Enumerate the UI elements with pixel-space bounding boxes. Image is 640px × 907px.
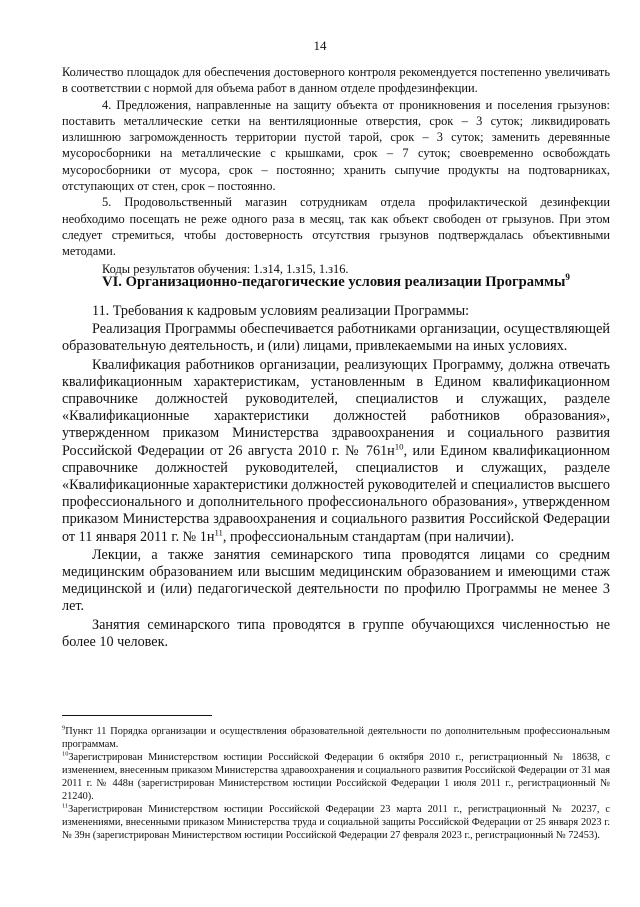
page-number: 14 — [313, 38, 327, 53]
main-text-block — [62, 303, 610, 651]
paragraph-store-visits: 5. Продовольственный магазин сотрудникам отдела профилактической дезинфекции необходимо посещать не реже одного раза в месяц, так как объект свободен от грызунов. При этом следует стремиться, чтобы достоверность отсутствия грызунов подтверждалась объективными методами. — [62, 195, 610, 259]
footnote-ref-9: 9 — [565, 272, 570, 283]
qualification-text-c: , профессиональным стандартам (при наличии). — [222, 528, 515, 545]
paragraph-staff-requirements: 11. Требования к кадровым условиям реализации Программы: — [92, 303, 470, 319]
footnote-10 — [62, 752, 610, 803]
footnote-text: Зарегистрирован Министерством юстиции Российской Федерации 6 октября 2010 г., регистрационный № 18638, с изменением, внесенным приказом Министерства здравоохранения и социального развития Российской Федерации от 31 мая 2011 г. № 448н (зарегистрирован Министерством юстиции Российской Федерации 1 июля 2011 г., регистрационный № 21240). — [62, 752, 610, 802]
paragraph-lecturers: Лекции, а также занятия семинарского типа проводятся лицами со средним медицинским образованием или высшим медицинским образованием и имеющими стаж медицинской и (или) педагогической деятельности по профилю Программы не менее 3 лет. — [62, 546, 610, 615]
footnote-number: 10 — [62, 750, 69, 758]
footnote-divider — [62, 715, 212, 716]
footnote-number: 9 — [62, 724, 66, 732]
footnote-ref-11: 11 — [214, 526, 223, 537]
paragraph-group-size: Занятия семинарского типа проводятся в группе обучающихся численностью не более 10 человек. — [62, 616, 610, 650]
learning-result-codes: Коды результатов обучения: 1.з14, 1.з15, 1.з16. — [102, 261, 349, 276]
section-title: VI. Организационно-педагогические условия реализации Программы — [102, 274, 566, 290]
qualification-text-b: , или Едином квалификационном справочнике должностей руководителей, специалистов и служащих, разделе «Квалификационные характеристики должностей руководителей и специалистов высшего профессионального и дополнительного профессионального образования», утвержденном приказом Министерства здравоохранения и социального развития Российской Федерации от 11 января 2011 г. № 1н — [62, 442, 610, 545]
top-text-block — [62, 64, 610, 277]
paragraph-rodent-protection: 4. Предложения, направленные на защиту объекта от проникновения и поселения грызунов: поставить металлические сетки на вентиляционные отверстия, срок – 3 суток; ликвидировать излишнюю загроможденность территории пустой тарой, срок – 3 суток; заменить деревянные мусоросборники на металлические с крышками, срок – 7 суток; своевременно освобождать мусоросборники от мусора, срок – постоянно; хранить сыпучие продукты на подтоварниках, отступающих от стен, срок – постоянно. — [62, 97, 610, 194]
footnotes-block — [62, 726, 610, 843]
footnote-number: 11 — [62, 802, 69, 810]
paragraph-playground-count: Количество площадок для обеспечения достоверного контроля рекомендуется постепенно увеличивать в соответствии с нормой для объема работ в данном отделе профдезинфекции. — [62, 65, 610, 96]
footnote-text: Пункт 11 Порядка организации и осуществления образовательной деятельности по дополнительным профессиональным программам. — [62, 726, 610, 750]
paragraph-program-implementation: Реализация Программы обеспечивается работниками организации, осуществляющей образовательную деятельность, и (или) лицами, привлекаемыми на иных условиях. — [62, 321, 610, 355]
footnote-text: Зарегистрирован Министерством юстиции Российской Федерации 23 марта 2011 г., регистрационный № 20237, с изменениями, внесенными приказом Министерства труда и социальной защиты Российской Федерации от 25 января 2023 г. № 39н (зарегистрирован Министерством юстиции Российской Федерации 27 февраля 2023 г., регистрационный № 72453). — [62, 804, 610, 841]
section-heading — [62, 274, 610, 291]
footnote-11 — [62, 804, 610, 842]
paragraph-staff-qualification — [62, 357, 610, 546]
footnote-9 — [62, 726, 610, 751]
footnote-ref-10: 10 — [394, 440, 404, 451]
qualification-text-a: Квалификация работников организации, реализующих Программу, должна отвечать квалификационным характеристикам, установленным в Едином квалификационном справочнике должностей руководителей, специалистов и служащих, разделе «Квалификационные характеристики должностей работников образования», утвержденном приказом Министерства здравоохранения и социального развития Российской Федерации от 26 августа 2010 г. № 761н — [62, 356, 610, 459]
